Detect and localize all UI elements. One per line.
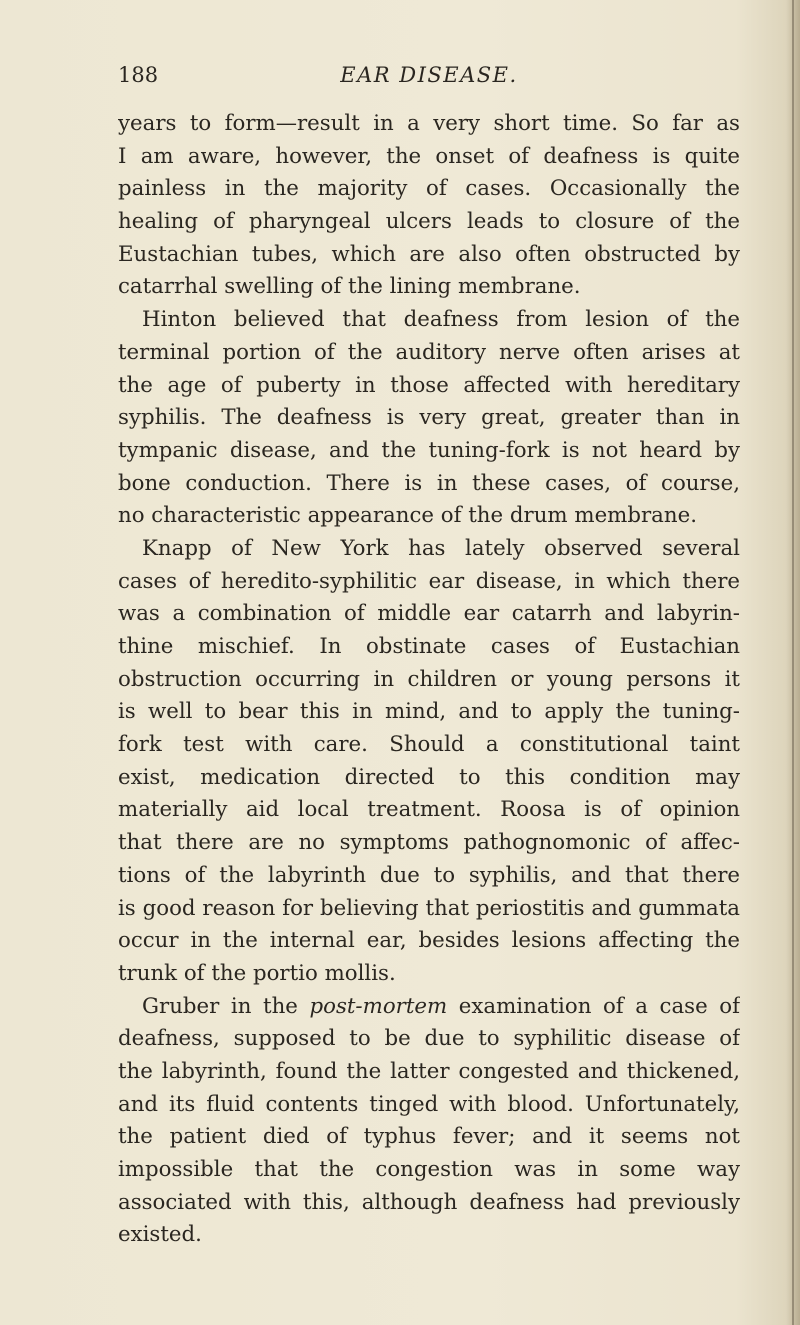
text-line: thine mischief. In obstinate cases of Eustachian <box>118 634 740 659</box>
running-head: EAR DISEASE. <box>340 63 518 87</box>
text-line: I am aware, however, the onset of deafness is quite <box>118 143 740 169</box>
body-text <box>118 108 740 1252</box>
text-line: existed. <box>118 1222 202 1248</box>
text-line: bone conduction. There is in these cases, of course, <box>118 470 740 496</box>
text-line: is well to bear this in mind, and to apply the tuning- <box>118 699 740 725</box>
text-line: catarrhal swelling of the lining membrane. <box>118 274 581 300</box>
text-line: is good reason for believing that periostitis and gummata <box>118 895 740 921</box>
text-line: fork test with care. Should a constitutional taint <box>118 732 740 758</box>
text-segment: Gruber in the <box>142 993 310 1019</box>
text-line: painless in the majority of cases. Occasionally the <box>118 176 740 202</box>
text-line: tions of the labyrinth due to syphilis, and that there <box>118 862 740 888</box>
text-segment: examination of a case of <box>447 993 740 1019</box>
text-line: obstruction occurring in children or young persons it <box>118 666 740 692</box>
text-line: the patient died of typhus fever; and it seems not <box>118 1124 740 1150</box>
page-header <box>118 58 740 92</box>
text-line: the labyrinth, found the latter congested and thickened, <box>118 1058 740 1084</box>
text-line: that there are no symptoms pathognomonic of affec- <box>118 830 740 856</box>
text-line: Knapp of New York has lately observed several <box>142 535 740 561</box>
text-line: cases of heredito-syphilitic ear disease, in which there <box>118 568 740 594</box>
text-line: occur in the internal ear, besides lesions affecting the <box>118 928 740 954</box>
text-line: no characteristic appearance of the drum membrane. <box>118 503 697 529</box>
text-line: healing of pharyngeal ulcers leads to closure of the <box>118 209 740 235</box>
text-line: impossible that the congestion was in some way <box>118 1157 740 1182</box>
text-line: the age of puberty in those affected with hereditary <box>118 372 740 398</box>
text-line: exist, medication directed to this condition may <box>118 764 740 790</box>
text-line: Eustachian tubes, which are also often obstructed by <box>118 241 740 267</box>
italic-term: post-mortem <box>309 993 448 1019</box>
text-line: deafness, supposed to be due to syphilitic disease of <box>118 1026 740 1052</box>
text-line: associated with this, although deafness had previously <box>118 1189 740 1215</box>
text-line: Hinton believed that deafness from lesion of the <box>142 307 740 333</box>
page-edge-line <box>792 0 794 1325</box>
text-line: and its fluid contents tinged with blood. Unfortunately, <box>118 1091 740 1117</box>
text-line-with-italic <box>118 991 740 1024</box>
page-number: 188 <box>118 63 159 87</box>
text-line: was a combination of middle ear catarrh and labyrin- <box>118 601 740 627</box>
text-line: tympanic disease, and the tuning-fork is not heard by <box>118 437 740 463</box>
text-line: trunk of the portio mollis. <box>118 960 396 986</box>
text-line: years to form—result in a very short time. So far as <box>118 111 740 136</box>
text-line: materially aid local treatment. Roosa is of opinion <box>118 797 740 823</box>
text-line: terminal portion of the auditory nerve often arises at <box>118 339 740 365</box>
text-line: syphilis. The deafness is very great, greater than in <box>118 405 740 431</box>
